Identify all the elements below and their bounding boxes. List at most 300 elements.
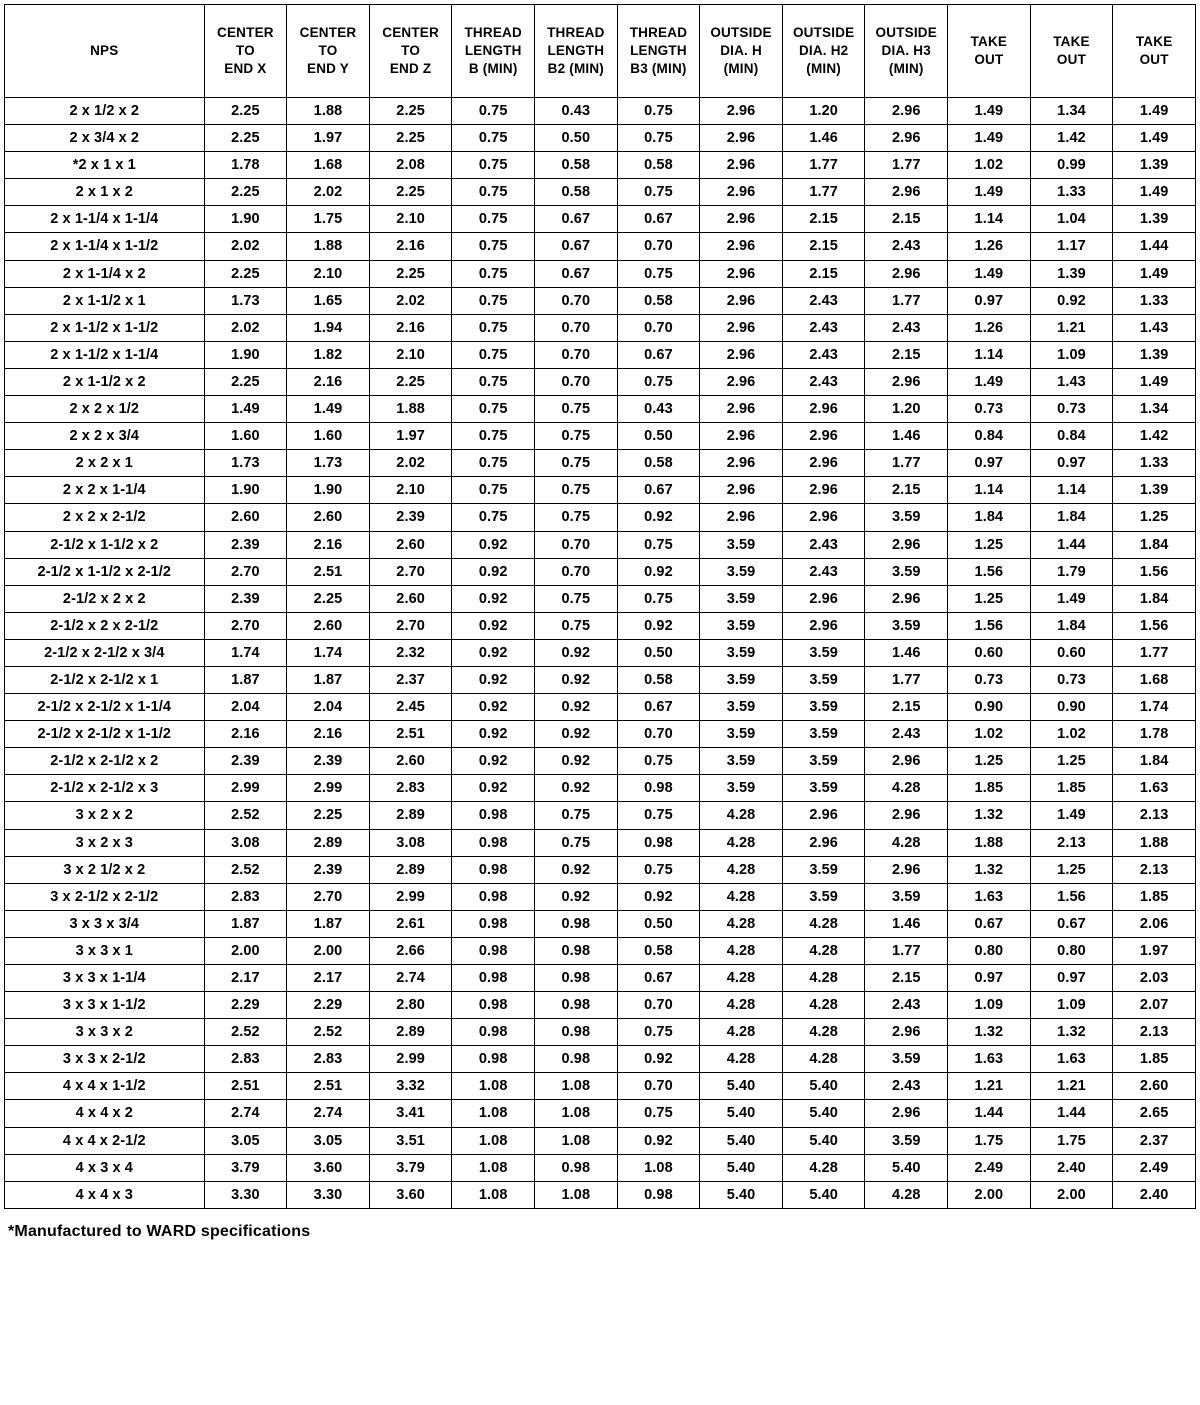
column-header-3 bbox=[369, 5, 452, 98]
value-cell: 2.70 bbox=[204, 558, 287, 585]
value-cell: 0.75 bbox=[535, 504, 618, 531]
value-cell: 1.46 bbox=[865, 423, 948, 450]
value-cell: 0.98 bbox=[452, 1046, 535, 1073]
value-cell: 1.88 bbox=[1113, 829, 1196, 856]
value-cell: 1.84 bbox=[1113, 585, 1196, 612]
value-cell: 2.00 bbox=[287, 937, 370, 964]
value-cell: 0.50 bbox=[617, 423, 700, 450]
fitting-dimensions-table bbox=[4, 4, 1196, 1209]
value-cell: 2.45 bbox=[369, 694, 452, 721]
value-cell: 0.92 bbox=[452, 639, 535, 666]
value-cell: 2.37 bbox=[1113, 1127, 1196, 1154]
value-cell: 1.63 bbox=[948, 1046, 1031, 1073]
value-cell: 0.73 bbox=[1030, 666, 1113, 693]
column-header-line: DIA. H bbox=[720, 43, 762, 59]
value-cell: 3.41 bbox=[369, 1100, 452, 1127]
value-cell: 3.59 bbox=[700, 721, 783, 748]
table-row bbox=[5, 992, 1196, 1019]
value-cell: 2.25 bbox=[369, 179, 452, 206]
nps-cell: 4 x 4 x 3 bbox=[5, 1181, 205, 1208]
value-cell: 0.50 bbox=[535, 125, 618, 152]
nps-cell: 2 x 2 x 1-1/4 bbox=[5, 477, 205, 504]
value-cell: 2.32 bbox=[369, 639, 452, 666]
table-row bbox=[5, 287, 1196, 314]
value-cell: 2.66 bbox=[369, 937, 452, 964]
value-cell: 2.70 bbox=[369, 612, 452, 639]
value-cell: 4.28 bbox=[782, 992, 865, 1019]
table-row bbox=[5, 829, 1196, 856]
value-cell: 1.21 bbox=[1030, 314, 1113, 341]
value-cell: 1.25 bbox=[948, 531, 1031, 558]
column-header-12 bbox=[1113, 5, 1196, 98]
value-cell: 0.58 bbox=[535, 179, 618, 206]
table-row bbox=[5, 856, 1196, 883]
value-cell: 2.96 bbox=[782, 450, 865, 477]
value-cell: 1.87 bbox=[287, 910, 370, 937]
value-cell: 2.96 bbox=[865, 1100, 948, 1127]
value-cell: 2.96 bbox=[865, 125, 948, 152]
value-cell: 4.28 bbox=[700, 856, 783, 883]
nps-cell: 2-1/2 x 1-1/2 x 2 bbox=[5, 531, 205, 558]
nps-cell: *2 x 1 x 1 bbox=[5, 152, 205, 179]
table-row bbox=[5, 1181, 1196, 1208]
column-header-line: OUT bbox=[1139, 52, 1169, 67]
value-cell: 0.98 bbox=[452, 1019, 535, 1046]
table-row bbox=[5, 152, 1196, 179]
value-cell: 1.32 bbox=[948, 856, 1031, 883]
value-cell: 0.75 bbox=[535, 396, 618, 423]
value-cell: 1.94 bbox=[287, 314, 370, 341]
value-cell: 2.61 bbox=[369, 910, 452, 937]
table-row bbox=[5, 775, 1196, 802]
value-cell: 0.80 bbox=[1030, 937, 1113, 964]
value-cell: 2.70 bbox=[287, 883, 370, 910]
value-cell: 0.92 bbox=[617, 504, 700, 531]
value-cell: 2.39 bbox=[287, 856, 370, 883]
value-cell: 1.63 bbox=[948, 883, 1031, 910]
value-cell: 2.16 bbox=[287, 721, 370, 748]
nps-cell: 2 x 1-1/4 x 2 bbox=[5, 260, 205, 287]
value-cell: 0.92 bbox=[452, 721, 535, 748]
value-cell: 2.10 bbox=[369, 477, 452, 504]
nps-cell: 2 x 3/4 x 2 bbox=[5, 125, 205, 152]
value-cell: 0.75 bbox=[617, 802, 700, 829]
value-cell: 2.43 bbox=[782, 314, 865, 341]
value-cell: 1.82 bbox=[287, 341, 370, 368]
column-header-line: TO bbox=[401, 43, 421, 59]
value-cell: 2.40 bbox=[1113, 1181, 1196, 1208]
nps-cell: 2 x 2 x 2-1/2 bbox=[5, 504, 205, 531]
value-cell: 2.70 bbox=[369, 558, 452, 585]
nps-cell: 2 x 1/2 x 2 bbox=[5, 98, 205, 125]
column-header-line: LENGTH bbox=[547, 43, 605, 59]
value-cell: 0.97 bbox=[948, 287, 1031, 314]
value-cell: 3.08 bbox=[204, 829, 287, 856]
value-cell: 0.92 bbox=[452, 531, 535, 558]
value-cell: 2.43 bbox=[865, 314, 948, 341]
value-cell: 1.34 bbox=[1113, 396, 1196, 423]
value-cell: 3.59 bbox=[700, 612, 783, 639]
value-cell: 1.39 bbox=[1113, 477, 1196, 504]
value-cell: 1.08 bbox=[535, 1181, 618, 1208]
value-cell: 2.96 bbox=[700, 179, 783, 206]
value-cell: 1.39 bbox=[1113, 152, 1196, 179]
value-cell: 3.32 bbox=[369, 1073, 452, 1100]
value-cell: 0.67 bbox=[617, 206, 700, 233]
value-cell: 0.75 bbox=[452, 450, 535, 477]
value-cell: 1.42 bbox=[1113, 423, 1196, 450]
value-cell: 0.70 bbox=[617, 721, 700, 748]
value-cell: 2.10 bbox=[369, 206, 452, 233]
column-header-line: OUTSIDE bbox=[875, 25, 937, 41]
value-cell: 2.52 bbox=[204, 856, 287, 883]
value-cell: 1.49 bbox=[948, 179, 1031, 206]
value-cell: 2.96 bbox=[865, 585, 948, 612]
value-cell: 0.75 bbox=[452, 260, 535, 287]
value-cell: 1.46 bbox=[782, 125, 865, 152]
value-cell: 1.20 bbox=[782, 98, 865, 125]
value-cell: 2.37 bbox=[369, 666, 452, 693]
value-cell: 5.40 bbox=[782, 1127, 865, 1154]
value-cell: 1.08 bbox=[452, 1181, 535, 1208]
value-cell: 2.15 bbox=[865, 477, 948, 504]
value-cell: 2.02 bbox=[287, 179, 370, 206]
value-cell: 0.58 bbox=[617, 152, 700, 179]
value-cell: 2.96 bbox=[865, 802, 948, 829]
value-cell: 1.39 bbox=[1113, 206, 1196, 233]
value-cell: 0.75 bbox=[617, 179, 700, 206]
value-cell: 2.43 bbox=[782, 531, 865, 558]
value-cell: 0.58 bbox=[617, 287, 700, 314]
value-cell: 0.92 bbox=[617, 558, 700, 585]
column-header-line: B (MIN) bbox=[468, 60, 518, 76]
value-cell: 4.28 bbox=[865, 1181, 948, 1208]
nps-cell: 2-1/2 x 2-1/2 x 1 bbox=[5, 666, 205, 693]
table-footnote: *Manufactured to WARD specifications bbox=[8, 1222, 311, 1240]
value-cell: 0.50 bbox=[617, 639, 700, 666]
value-cell: 0.92 bbox=[452, 585, 535, 612]
value-cell: 1.17 bbox=[1030, 233, 1113, 260]
value-cell: 0.75 bbox=[535, 829, 618, 856]
value-cell: 0.98 bbox=[535, 937, 618, 964]
value-cell: 2.96 bbox=[782, 829, 865, 856]
table-row bbox=[5, 206, 1196, 233]
table-body bbox=[5, 98, 1196, 1209]
value-cell: 2.96 bbox=[865, 748, 948, 775]
value-cell: 1.77 bbox=[782, 179, 865, 206]
value-cell: 2.99 bbox=[204, 775, 287, 802]
value-cell: 2.49 bbox=[948, 1154, 1031, 1181]
value-cell: 4.28 bbox=[782, 910, 865, 937]
value-cell: 1.56 bbox=[948, 612, 1031, 639]
value-cell: 0.75 bbox=[452, 287, 535, 314]
value-cell: 4.28 bbox=[782, 965, 865, 992]
value-cell: 2.96 bbox=[865, 368, 948, 395]
column-header-7 bbox=[700, 5, 783, 98]
value-cell: 2.10 bbox=[369, 341, 452, 368]
value-cell: 2.49 bbox=[1113, 1154, 1196, 1181]
nps-cell: 2-1/2 x 2-1/2 x 1-1/2 bbox=[5, 721, 205, 748]
value-cell: 0.70 bbox=[535, 531, 618, 558]
nps-cell: 3 x 2 x 2 bbox=[5, 802, 205, 829]
value-cell: 1.79 bbox=[1030, 558, 1113, 585]
value-cell: 0.98 bbox=[617, 829, 700, 856]
table-row bbox=[5, 314, 1196, 341]
value-cell: 0.60 bbox=[1030, 639, 1113, 666]
value-cell: 0.75 bbox=[452, 152, 535, 179]
value-cell: 2.51 bbox=[369, 721, 452, 748]
value-cell: 1.74 bbox=[1113, 694, 1196, 721]
value-cell: 1.84 bbox=[1030, 612, 1113, 639]
value-cell: 2.00 bbox=[948, 1181, 1031, 1208]
value-cell: 0.98 bbox=[535, 992, 618, 1019]
value-cell: 1.44 bbox=[1030, 531, 1113, 558]
value-cell: 3.05 bbox=[287, 1127, 370, 1154]
value-cell: 2.60 bbox=[204, 504, 287, 531]
value-cell: 3.59 bbox=[865, 612, 948, 639]
value-cell: 1.77 bbox=[865, 287, 948, 314]
value-cell: 0.58 bbox=[617, 450, 700, 477]
value-cell: 0.70 bbox=[617, 992, 700, 1019]
table-row bbox=[5, 1154, 1196, 1181]
table-row bbox=[5, 1019, 1196, 1046]
table-row bbox=[5, 450, 1196, 477]
value-cell: 1.08 bbox=[452, 1127, 535, 1154]
value-cell: 0.92 bbox=[617, 1046, 700, 1073]
value-cell: 0.92 bbox=[535, 721, 618, 748]
value-cell: 1.49 bbox=[1113, 368, 1196, 395]
value-cell: 1.75 bbox=[948, 1127, 1031, 1154]
value-cell: 1.26 bbox=[948, 314, 1031, 341]
table-row bbox=[5, 666, 1196, 693]
nps-cell: 3 x 3 x 1-1/4 bbox=[5, 965, 205, 992]
value-cell: 4.28 bbox=[700, 829, 783, 856]
value-cell: 2.96 bbox=[700, 396, 783, 423]
value-cell: 4.28 bbox=[782, 1046, 865, 1073]
value-cell: 0.75 bbox=[617, 1019, 700, 1046]
value-cell: 2.96 bbox=[700, 233, 783, 260]
value-cell: 5.40 bbox=[782, 1181, 865, 1208]
value-cell: 1.20 bbox=[865, 396, 948, 423]
value-cell: 2.39 bbox=[287, 748, 370, 775]
value-cell: 2.15 bbox=[865, 965, 948, 992]
value-cell: 0.98 bbox=[452, 965, 535, 992]
value-cell: 2.43 bbox=[865, 721, 948, 748]
value-cell: 0.75 bbox=[535, 802, 618, 829]
value-cell: 2.96 bbox=[865, 260, 948, 287]
value-cell: 0.58 bbox=[617, 666, 700, 693]
value-cell: 2.25 bbox=[369, 368, 452, 395]
value-cell: 1.90 bbox=[204, 206, 287, 233]
value-cell: 2.25 bbox=[204, 179, 287, 206]
value-cell: 0.70 bbox=[617, 233, 700, 260]
value-cell: 1.32 bbox=[948, 1019, 1031, 1046]
value-cell: 1.08 bbox=[452, 1073, 535, 1100]
value-cell: 0.98 bbox=[452, 829, 535, 856]
value-cell: 1.56 bbox=[948, 558, 1031, 585]
value-cell: 2.96 bbox=[700, 368, 783, 395]
value-cell: 2.74 bbox=[287, 1100, 370, 1127]
value-cell: 0.98 bbox=[452, 992, 535, 1019]
value-cell: 3.79 bbox=[204, 1154, 287, 1181]
value-cell: 4.28 bbox=[782, 937, 865, 964]
value-cell: 0.98 bbox=[535, 1019, 618, 1046]
value-cell: 0.75 bbox=[452, 233, 535, 260]
value-cell: 1.97 bbox=[1113, 937, 1196, 964]
value-cell: 1.44 bbox=[948, 1100, 1031, 1127]
value-cell: 2.39 bbox=[204, 585, 287, 612]
value-cell: 0.67 bbox=[617, 341, 700, 368]
value-cell: 2.96 bbox=[782, 585, 865, 612]
value-cell: 1.08 bbox=[535, 1127, 618, 1154]
value-cell: 1.85 bbox=[1113, 883, 1196, 910]
value-cell: 2.89 bbox=[287, 829, 370, 856]
value-cell: 2.07 bbox=[1113, 992, 1196, 1019]
value-cell: 1.42 bbox=[1030, 125, 1113, 152]
value-cell: 0.75 bbox=[452, 504, 535, 531]
nps-cell: 3 x 2-1/2 x 2-1/2 bbox=[5, 883, 205, 910]
nps-cell: 2-1/2 x 2 x 2 bbox=[5, 585, 205, 612]
value-cell: 0.67 bbox=[535, 206, 618, 233]
value-cell: 0.43 bbox=[617, 396, 700, 423]
value-cell: 0.67 bbox=[617, 477, 700, 504]
value-cell: 1.09 bbox=[1030, 341, 1113, 368]
nps-cell: 4 x 3 x 4 bbox=[5, 1154, 205, 1181]
column-header-line: THREAD bbox=[629, 25, 688, 41]
column-header-line: TAKE bbox=[970, 34, 1008, 50]
value-cell: 0.97 bbox=[948, 965, 1031, 992]
column-header-line: END Y bbox=[306, 60, 349, 76]
value-cell: 2.96 bbox=[865, 179, 948, 206]
value-cell: 1.21 bbox=[948, 1073, 1031, 1100]
column-header-line: DIA. H3 bbox=[881, 43, 931, 59]
value-cell: 2.65 bbox=[1113, 1100, 1196, 1127]
value-cell: 1.68 bbox=[1113, 666, 1196, 693]
table-row bbox=[5, 937, 1196, 964]
value-cell: 0.92 bbox=[1030, 287, 1113, 314]
value-cell: 1.90 bbox=[204, 341, 287, 368]
value-cell: 2.96 bbox=[782, 612, 865, 639]
value-cell: 0.70 bbox=[617, 314, 700, 341]
value-cell: 5.40 bbox=[782, 1100, 865, 1127]
value-cell: 3.08 bbox=[369, 829, 452, 856]
value-cell: 1.49 bbox=[1113, 125, 1196, 152]
value-cell: 0.98 bbox=[535, 965, 618, 992]
value-cell: 1.49 bbox=[948, 98, 1031, 125]
table-row bbox=[5, 233, 1196, 260]
value-cell: 0.67 bbox=[535, 260, 618, 287]
nps-cell: 2 x 1-1/2 x 2 bbox=[5, 368, 205, 395]
value-cell: 0.73 bbox=[1030, 396, 1113, 423]
value-cell: 2.96 bbox=[782, 802, 865, 829]
value-cell: 1.88 bbox=[369, 396, 452, 423]
value-cell: 2.02 bbox=[204, 233, 287, 260]
value-cell: 2.51 bbox=[287, 558, 370, 585]
value-cell: 3.59 bbox=[865, 1046, 948, 1073]
value-cell: 0.75 bbox=[535, 477, 618, 504]
value-cell: 0.75 bbox=[452, 206, 535, 233]
value-cell: 2.08 bbox=[369, 152, 452, 179]
value-cell: 1.08 bbox=[535, 1073, 618, 1100]
value-cell: 1.49 bbox=[948, 260, 1031, 287]
value-cell: 0.75 bbox=[617, 125, 700, 152]
value-cell: 2.25 bbox=[369, 125, 452, 152]
value-cell: 2.96 bbox=[865, 856, 948, 883]
column-header-0 bbox=[5, 5, 205, 98]
value-cell: 0.92 bbox=[617, 883, 700, 910]
value-cell: 4.28 bbox=[700, 802, 783, 829]
value-cell: 2.80 bbox=[369, 992, 452, 1019]
value-cell: 2.96 bbox=[700, 423, 783, 450]
table-row bbox=[5, 368, 1196, 395]
value-cell: 1.63 bbox=[1113, 775, 1196, 802]
value-cell: 1.33 bbox=[1113, 450, 1196, 477]
value-cell: 1.78 bbox=[204, 152, 287, 179]
value-cell: 3.59 bbox=[700, 666, 783, 693]
value-cell: 0.92 bbox=[452, 558, 535, 585]
value-cell: 2.04 bbox=[287, 694, 370, 721]
value-cell: 3.30 bbox=[287, 1181, 370, 1208]
value-cell: 1.49 bbox=[204, 396, 287, 423]
column-header-9 bbox=[865, 5, 948, 98]
column-header-line: OUTSIDE bbox=[710, 25, 772, 41]
value-cell: 1.87 bbox=[204, 910, 287, 937]
value-cell: 5.40 bbox=[700, 1181, 783, 1208]
value-cell: 0.58 bbox=[617, 937, 700, 964]
table-row bbox=[5, 748, 1196, 775]
value-cell: 1.77 bbox=[865, 666, 948, 693]
nps-cell: 2 x 1-1/4 x 1-1/4 bbox=[5, 206, 205, 233]
column-header-1 bbox=[204, 5, 287, 98]
value-cell: 3.59 bbox=[782, 694, 865, 721]
value-cell: 0.67 bbox=[617, 965, 700, 992]
value-cell: 3.51 bbox=[369, 1127, 452, 1154]
value-cell: 4.28 bbox=[700, 1019, 783, 1046]
value-cell: 2.15 bbox=[865, 206, 948, 233]
value-cell: 1.02 bbox=[948, 152, 1031, 179]
value-cell: 2.43 bbox=[782, 368, 865, 395]
column-header-line: TO bbox=[235, 43, 255, 59]
value-cell: 3.05 bbox=[204, 1127, 287, 1154]
value-cell: 1.49 bbox=[1030, 802, 1113, 829]
column-header-line: B2 (MIN) bbox=[547, 60, 604, 76]
value-cell: 1.25 bbox=[1113, 504, 1196, 531]
value-cell: 0.43 bbox=[535, 98, 618, 125]
value-cell: 3.59 bbox=[782, 748, 865, 775]
value-cell: 1.74 bbox=[204, 639, 287, 666]
value-cell: 0.67 bbox=[1030, 910, 1113, 937]
value-cell: 2.15 bbox=[782, 233, 865, 260]
value-cell: 0.80 bbox=[948, 937, 1031, 964]
value-cell: 2.13 bbox=[1113, 1019, 1196, 1046]
value-cell: 0.73 bbox=[948, 396, 1031, 423]
value-cell: 0.99 bbox=[1030, 152, 1113, 179]
value-cell: 3.59 bbox=[700, 775, 783, 802]
value-cell: 1.44 bbox=[1030, 1100, 1113, 1127]
value-cell: 1.46 bbox=[865, 639, 948, 666]
column-header-line: CENTER bbox=[217, 25, 274, 41]
table-row bbox=[5, 639, 1196, 666]
value-cell: 3.59 bbox=[700, 748, 783, 775]
value-cell: 1.33 bbox=[1030, 179, 1113, 206]
value-cell: 1.84 bbox=[1030, 504, 1113, 531]
table-row bbox=[5, 721, 1196, 748]
value-cell: 0.75 bbox=[535, 585, 618, 612]
value-cell: 0.75 bbox=[617, 585, 700, 612]
column-header-line: B3 (MIN) bbox=[630, 60, 687, 76]
value-cell: 0.97 bbox=[948, 450, 1031, 477]
value-cell: 1.68 bbox=[287, 152, 370, 179]
